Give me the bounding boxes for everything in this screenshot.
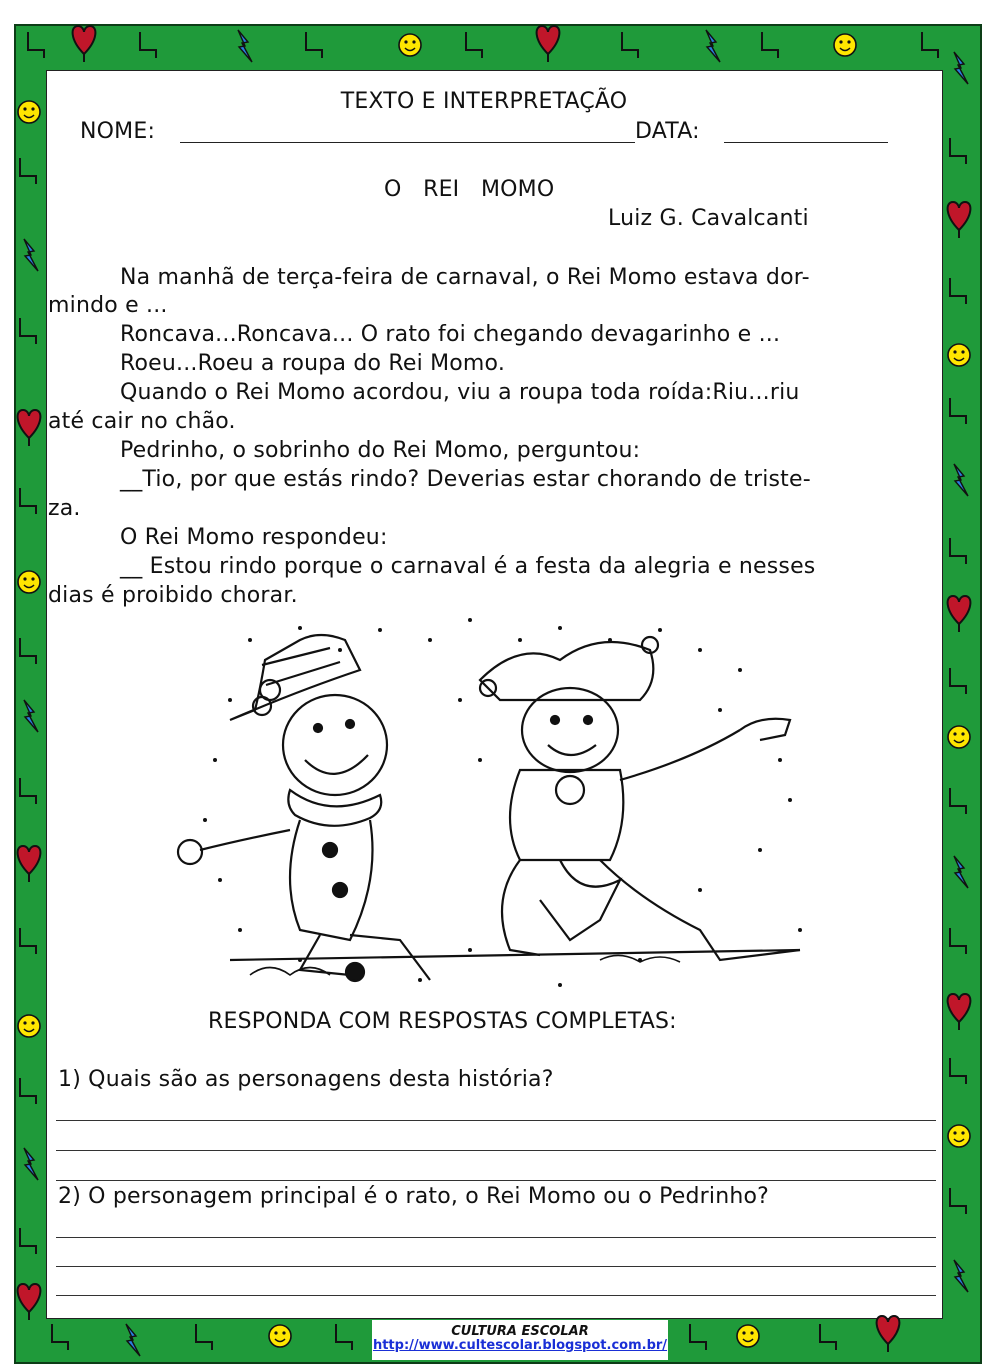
date-blank-line[interactable] [724, 142, 888, 143]
name-blank-line[interactable] [180, 142, 635, 143]
border-step-icon [28, 32, 44, 58]
story-title: O REI MOMO [384, 177, 555, 202]
border-step-icon [466, 32, 482, 58]
date-label: DATA: [635, 119, 700, 144]
border-step-icon [950, 668, 966, 694]
border-step-icon [820, 1324, 836, 1350]
border-step-icon [950, 138, 966, 164]
story-line: __ Estou rindo porque o carnaval é a festa da alegria e nesses [120, 554, 816, 579]
answer-line[interactable] [56, 1150, 936, 1151]
answer-line[interactable] [56, 1266, 936, 1267]
border-step-icon [20, 638, 36, 664]
story-line: mindo e ... [48, 293, 168, 318]
border-step-icon [306, 32, 322, 58]
lightning-icon [954, 856, 968, 888]
border-step-icon [622, 32, 638, 58]
lightning-icon [954, 1260, 968, 1292]
story-line: dias é proibido chorar. [48, 583, 298, 608]
heart-icon [537, 26, 560, 62]
story-line: Quando o Rei Momo acordou, viu a roupa toda roída:Riu...riu [120, 380, 800, 405]
smiley-icon [834, 34, 856, 56]
answer-line[interactable] [56, 1295, 936, 1296]
footer-title: CULTURA ESCOLAR [451, 1324, 589, 1339]
smiley-icon [18, 1015, 40, 1037]
border-step-icon [950, 278, 966, 304]
story-author: Luiz G. Cavalcanti [608, 206, 809, 231]
lightning-icon [24, 700, 38, 732]
story-line: __Tio, por que estás rindo? Deverias estar chorando de triste- [120, 467, 811, 492]
border-step-icon [690, 1324, 706, 1350]
border-step-icon [950, 538, 966, 564]
border-step-icon [950, 1188, 966, 1214]
question-1: 1) Quais são as personagens desta história? [58, 1067, 554, 1092]
border-step-icon [20, 1078, 36, 1104]
lightning-icon [706, 30, 720, 62]
question-2: 2) O personagem principal é o rato, o Rei Momo ou o Pedrinho? [58, 1184, 770, 1209]
answer-line[interactable] [56, 1237, 936, 1238]
heart-icon [18, 846, 41, 882]
smiley-icon [18, 571, 40, 593]
lightning-icon [238, 30, 252, 62]
heart-icon [18, 1284, 41, 1320]
border-step-icon [336, 1324, 352, 1350]
heart-icon [73, 26, 96, 62]
lightning-icon [954, 464, 968, 496]
answer-line[interactable] [56, 1120, 936, 1121]
lightning-icon [24, 239, 38, 271]
heart-icon [18, 410, 41, 446]
smiley-icon [269, 1325, 291, 1347]
heart-icon [948, 994, 971, 1030]
border-step-icon [950, 1058, 966, 1084]
border-step-icon [20, 158, 36, 184]
smiley-icon [399, 34, 421, 56]
heart-icon [948, 596, 971, 632]
instructions-heading: RESPONDA COM RESPOSTAS COMPLETAS: [208, 1009, 677, 1034]
border-step-icon [20, 488, 36, 514]
border-step-icon [762, 32, 778, 58]
border-step-icon [20, 318, 36, 344]
smiley-icon [948, 1125, 970, 1147]
lightning-icon [24, 1148, 38, 1180]
border-step-icon [950, 928, 966, 954]
smiley-icon [737, 1325, 759, 1347]
lightning-icon [954, 52, 968, 84]
story-line: za. [48, 496, 81, 521]
answer-line[interactable] [56, 1180, 936, 1181]
border-step-icon [140, 32, 156, 58]
story-line: Roncava...Roncava... O rato foi chegando devagarinho e ... [120, 322, 781, 347]
border-step-icon [52, 1324, 68, 1350]
lightning-icon [126, 1324, 140, 1356]
story-line: Roeu...Roeu a roupa do Rei Momo. [120, 351, 506, 376]
story-line: até cair no chão. [48, 409, 236, 434]
name-label: NOME: [80, 119, 156, 144]
heart-icon [877, 1316, 900, 1352]
border-step-icon [20, 778, 36, 804]
story-line: Pedrinho, o sobrinho do Rei Momo, perguntou: [120, 438, 641, 463]
border-step-icon [950, 398, 966, 424]
carnival-clowns-illustration [178, 618, 802, 987]
story-line: O Rei Momo respondeu: [120, 525, 388, 550]
worksheet-title: TEXTO E INTERPRETAÇÃO [340, 89, 628, 114]
border-step-icon [20, 928, 36, 954]
footer-url-link[interactable]: http://www.cultescolar.blogspot.com.br/ [372, 1338, 668, 1353]
smiley-icon [948, 726, 970, 748]
border-step-icon [950, 788, 966, 814]
border-step-icon [922, 32, 938, 58]
border-step-icon [196, 1324, 212, 1350]
smiley-icon [948, 344, 970, 366]
heart-icon [948, 202, 971, 238]
border-step-icon [20, 1228, 36, 1254]
story-line: Na manhã de terça-feira de carnaval, o Rei Momo estava dor- [120, 265, 810, 290]
